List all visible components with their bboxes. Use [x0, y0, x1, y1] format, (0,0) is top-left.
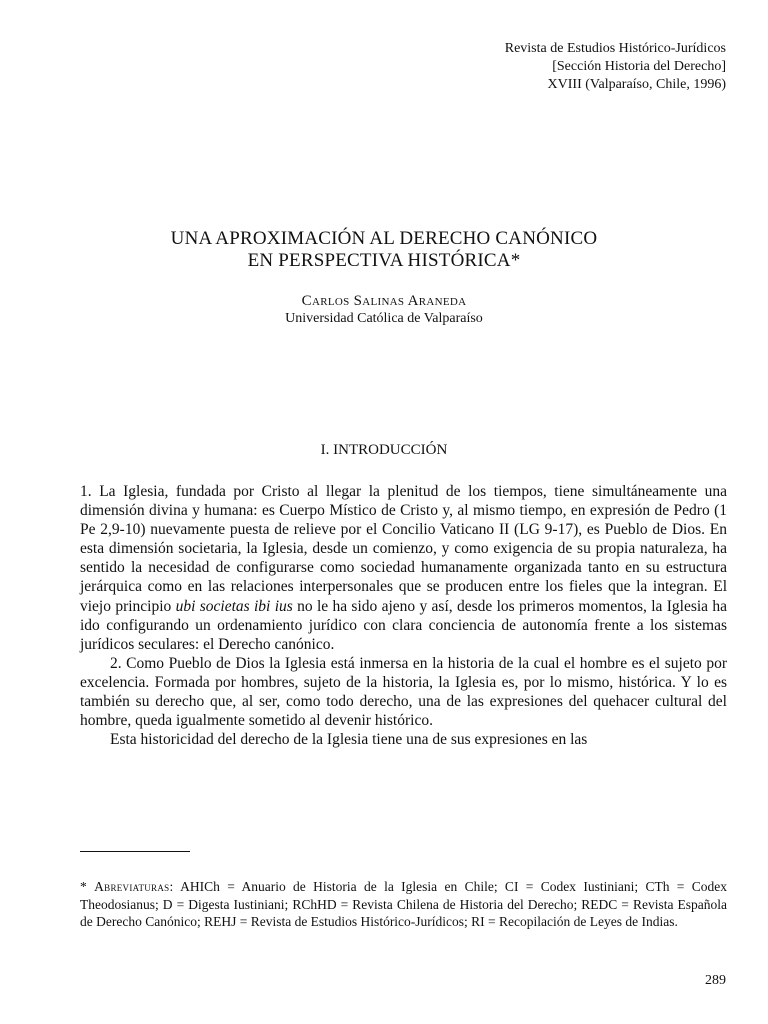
footnote [80, 878, 727, 931]
article-title [0, 228, 768, 272]
journal-header [505, 40, 726, 94]
paragraph-3: Esta historicidad del derecho de la Iglesia tiene una de sus expresiones en las [110, 731, 588, 749]
footnote-text: AHICh = Anuario de Historia de la Iglesia en Chile; CI = Codex Iustiniani; CTh = Codex Theodosianus; D = Digesta Iustiniani; RChHD = Revista Chilena de Historia del Derecho; REDC = Revista Española de Derecho Canónico; REHJ = Revista de Estudios Histórico-Jurídicos; RI = Recopilación de Leyes de Indias. [80, 879, 727, 929]
page-number: 289 [705, 973, 726, 988]
footnote-label: Abreviaturas: [94, 879, 174, 894]
journal-name: Revista de Estudios Histórico-Jurídicos [504, 41, 726, 56]
latin-maxim: ubi societas ibi ius [175, 597, 293, 615]
footnote-marker: * [80, 879, 95, 894]
section-heading: I. INTRODUCCIÓN [320, 442, 448, 458]
paragraph-1-text-a: 1. La Iglesia, fundada por Cristo al llegar la plenitud de los tiempos, tiene simultáneamente una dimensión divina y humana: es Cuerpo Místico de Cristo y, al mismo tiempo, en expresión de Pedro (1 Pe 2,9-10) nuevamente puesta de relieve por el Concilio Vaticano II (LG 9-17), es Pueblo de Dios. En esta dimensión societaria, la Iglesia, desde un comienzo, y como exigencia de su propia naturaleza, ha sentido la necesidad de configurarse como sociedad humanamente organizada tanto en su estructura jerárquica como en las relaciones interpersonales que se producen entre los fieles que la integran. El viejo principio [80, 483, 727, 615]
author-block [0, 292, 768, 328]
paragraph-1-text-b: no le ha sido ajeno y así, desde los primeros momentos, la Iglesia ha ido configurando un ordenamiento jurídico con clara conciencia de autonomía frente a los sistemas jurídicos seculares: el Derecho canónico. [80, 597, 727, 653]
journal-volume: XVIII (Valparaíso, Chile, 1996) [547, 77, 726, 92]
body-text [80, 482, 727, 749]
author-name: Carlos Salinas Araneda [301, 293, 467, 309]
journal-section: [Sección Historia del Derecho] [552, 59, 726, 74]
author-affiliation: Universidad Católica de Valparaíso [285, 311, 483, 326]
footnote-divider [80, 851, 190, 852]
paragraph-2: 2. Como Pueblo de Dios la Iglesia está inmersa en la historia de la cual el hombre es el sujeto por excelencia. Formada por hombres, sujeto de la historia, la Iglesia es, por lo mismo, histórica. Y lo es también su derecho que, al ser, como todo derecho, una de las expresiones del quehacer cultural del hombre, queda igualmente sometido al devenir histórico. [80, 654, 727, 730]
article-title-line-1: UNA APROXIMACIÓN AL DERECHO CANÓNICO [170, 228, 598, 249]
article-title-line-2: EN PERSPECTIVA HISTÓRICA* [247, 250, 521, 271]
paragraph-1 [80, 482, 727, 654]
